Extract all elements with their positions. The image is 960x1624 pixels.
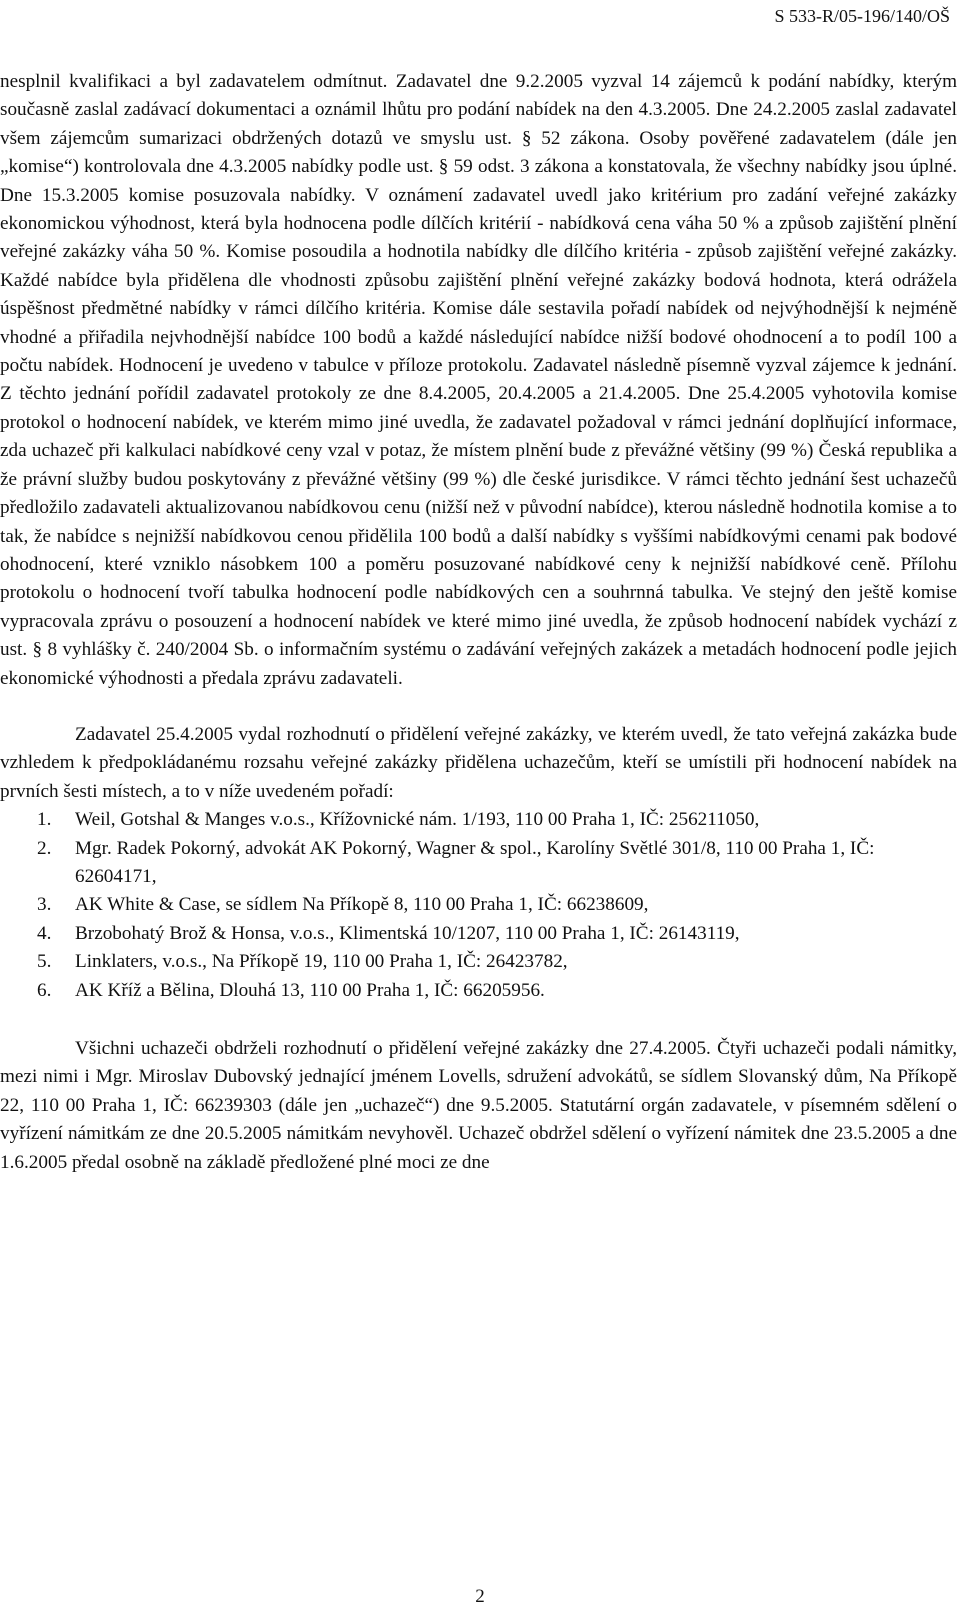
page-number: 2 (475, 1586, 485, 1607)
list-item-text: Brzobohatý Brož & Honsa, v.o.s., Klimentská 10/1207, 110 00 Praha 1, IČ: 26143119, (75, 922, 740, 944)
list-item-number: 2. (37, 837, 52, 859)
list-item-number: 6. (37, 979, 52, 1001)
list-item-number: 3. (37, 894, 52, 916)
list-item-text: Linklaters, v.o.s., Na Příkopě 19, 110 00 Praha 1, IČ: 26423782, (75, 951, 568, 973)
list-item-text: AK White & Case, se sídlem Na Příkopě 8, 110 00 Praha 1, IČ: 66238609, (75, 894, 649, 916)
list-item-text: Mgr. Radek Pokorný, advokát AK Pokorný, Wagner & spol., Karolíny Světlé 301/8, 110 00 Praha 1, IČ: 62604171, (75, 837, 875, 887)
list-item-number: 4. (37, 922, 52, 944)
paragraph-objections: Všichni uchazeči obdrželi rozhodnutí o přidělení veřejné zakázky dne 27.4.2005. Čtyři uchazeči podali námitky, mezi nimi i Mgr. Miroslav Dubovský jednající jménem Lovells, sdružení advokátů, se sídlem Slovanský dům, Na Příkopě 22, 110 00 Praha 1, IČ: 66239303 (dále jen „uchazeč“) dne 9.5.2005. Statutární orgán zadavatele, v písemném sdělení o vyřízení námitkám ze dne 20.5.2005 námitkám nevyhověl. Uchazeč obdržel sdělení o vyřízení námitek dne 23.5.2005 a dne 1.6.2005 předal osobně na základě předložené plné moci ze dne (0, 1038, 957, 1173)
list-item (0, 891, 957, 919)
list-item-text: Weil, Gotshal & Manges v.o.s., Křížovnické nám. 1/193, 110 00 Praha 1, IČ: 256211050, (75, 809, 760, 831)
list-item (0, 835, 957, 892)
list-item (0, 948, 957, 976)
list-item (0, 920, 957, 948)
paragraph-award-decision: Zadavatel 25.4.2005 vydal rozhodnutí o přidělení veřejné zakázky, ve kterém uvedl, že tato veřejná zakázka bude vzhledem k předpokládanému rozsahu veřejné zakázky přidělena uchazečům, kteří se umístili při hodnocení nabídek na prvních šesti místech, a to v níže uvedeném pořadí: (0, 723, 957, 802)
list-item-number: 5. (37, 951, 52, 973)
list-item-number: 1. (37, 809, 52, 831)
document-body (0, 68, 957, 1177)
awarded-firms-list (0, 806, 957, 1005)
document-reference-number: S 533-R/05-196/140/OŠ (774, 6, 950, 26)
paragraph-evaluation-process: nesplnil kvalifikaci a byl zadavatelem odmítnut. Zadavatel dne 9.2.2005 vyzval 14 zájemců k podání nabídky, kterým současně zaslal zadávací dokumentaci a oznámil lhůtu pro podání nabídek na den 4.3.2005. Dne 24.2.2005 zaslal zadavatel všem zájemcům sumarizaci obdržených dotazů ve smyslu ust. § 52 zákona. Osoby pověřené zadavatelem (dále jen „komise“) kontrolovala dne 4.3.2005 nabídky podle ust. § 59 odst. 3 zákona a konstatovala, že všechny nabídky jsou úplné. Dne 15.3.2005 komise posuzovala nabídky. V oznámení zadavatel uvedl jako kritérium pro zadání veřejné zakázky ekonomickou výhodnost, která byla hodnocena podle dílčích kritérií - nabídková cena váha 50 % a způsob zajištění plnění veřejné zakázky váha 50 %. Komise posoudila a hodnotila nabídky dle dílčího kritéria - způsob zajištění veřejné zakázky. Každé nabídce byla přidělena dle vhodnosti způsobu zajištění plnění veřejné zakázky bodová hodnota, která odrážela úspěšnost předmětné nabídky v rámci dílčího kritéria. Komise dále sestavila pořadí nabídek od nejvýhodnější k nejméně vhodné a přiřadila nejvhodnější nabídce 100 bodů a každé následující nabídce nižší bodové ohodnocení a to podíl 100 a počtu nabídek. Hodnocení je uvedeno v tabulce v příloze protokolu. Zadavatel následně písemně vyzval zájemce k jednání. Z těchto jednání pořídil zadavatel protokoly ze dne 8.4.2005, 20.4.2005 a 21.4.2005. Dne 25.4.2005 vyhotovila komise protokol o hodnocení nabídek, ve kterém mimo jiné uvedla, že zadavatel požadoval v rámci jednání doplňující informace, zda uchazeč při kalkulaci nabídkové ceny vzal v potaz, že místem plnění bude z převážné většiny (99 %) Česká republika a že právní služby budou poskytovány z převážné většiny (99 %) dle české jurisdikce. V rámci těchto jednání šest uchazečů předložilo zadavateli aktualizovanou nabídkovou cenu (nižší než v původní nabídce), kterou následně hodnotila komise a to tak, že nabídce s nejnižší nabídkovou cenou přidělila 100 bodů a další nabídky s vyššími nabídkovými cenami pak bodové ohodnocení, které vzniklo násobkem 100 a poměru posuzované nabídkové ceny k nejnižší nabídkové ceně. Přílohu protokolu o hodnocení tvoří tabulka hodnocení podle nabídkových cen a souhrnná tabulka. Ve stejný den ještě komise vypracovala zprávu o posouzení a hodnocení nabídek ve které mimo jiné uvedla, že způsob hodnocení nabídek vychází z ust. § 8 vyhlášky č. 240/2004 Sb. o informačním systému o zadávání veřejných zakázek a metadách hodnocení podle jejich ekonomické výhodnosti a předala zprávu zadavateli. (0, 71, 957, 689)
list-item (0, 977, 957, 1005)
list-item-text: AK Kříž a Bělina, Dlouhá 13, 110 00 Praha 1, IČ: 66205956. (75, 979, 545, 1001)
list-item (0, 806, 957, 834)
